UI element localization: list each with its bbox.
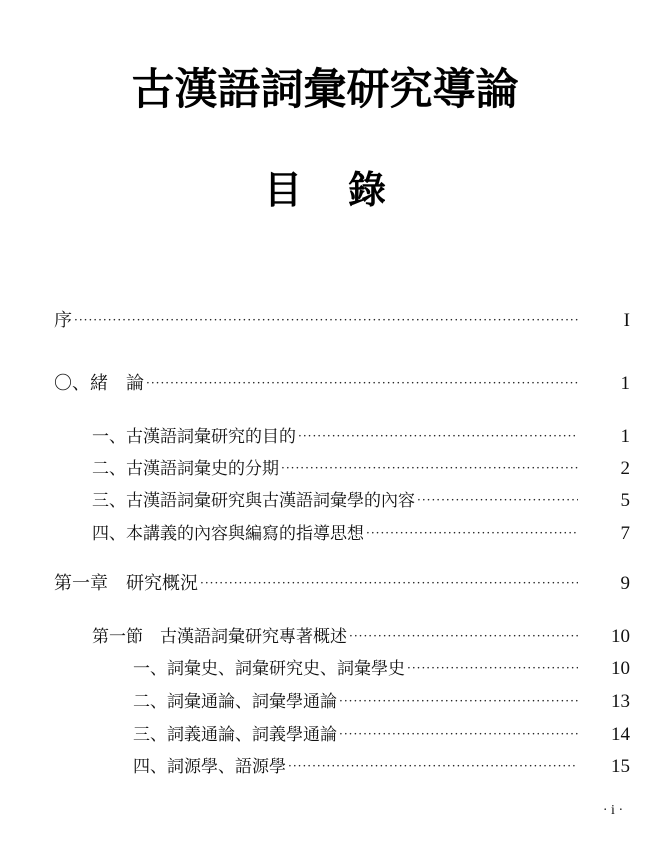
toc-entry-page-number: 1 bbox=[620, 373, 630, 394]
toc-entry-chapter-1-section-1[interactable] bbox=[92, 622, 630, 652]
toc-entry-page-number: 9 bbox=[620, 573, 630, 594]
dot-leader bbox=[200, 568, 578, 598]
toc-entry-introduction[interactable] bbox=[54, 369, 630, 399]
toc-entry-subsection-4[interactable] bbox=[133, 752, 630, 782]
toc-entry-intro-section-1[interactable] bbox=[92, 422, 630, 452]
dot-leader bbox=[298, 421, 578, 451]
toc-entry-intro-section-3[interactable] bbox=[92, 486, 630, 516]
dot-leader bbox=[288, 751, 578, 781]
toc-entry-page-number: I bbox=[623, 310, 630, 331]
toc-entry-label: 二、古漢語詞彙史的分期 bbox=[92, 459, 279, 479]
book-title: 古漢語詞彙研究導論 bbox=[131, 65, 519, 115]
toc-heading bbox=[0, 166, 650, 214]
toc-entry-page-number: 14 bbox=[611, 724, 630, 745]
toc-entry-page-number: 10 bbox=[611, 626, 630, 647]
dot-leader bbox=[366, 518, 578, 548]
dot-leader bbox=[339, 719, 578, 749]
toc-heading-char-2: 錄 bbox=[348, 167, 387, 212]
toc-entry-label: 三、詞義通論、詞義學通論 bbox=[133, 725, 337, 745]
toc-entry-chapter-1[interactable] bbox=[54, 569, 630, 599]
dot-leader bbox=[417, 485, 578, 515]
toc-entry-label: 一、詞彙史、詞彙研究史、詞彙學史 bbox=[133, 659, 405, 679]
toc-entry-label: 四、詞源學、語源學 bbox=[133, 757, 286, 777]
toc-entry-label: 序 bbox=[54, 310, 72, 331]
toc-entry-label: 一、古漢語詞彙研究的目的 bbox=[92, 427, 296, 447]
dot-leader bbox=[407, 653, 578, 683]
toc-entry-page-number: 15 bbox=[611, 756, 630, 777]
page-number-footer: · i · bbox=[602, 803, 624, 818]
toc-entry-label: 四、本講義的內容與編寫的指導思想 bbox=[92, 524, 364, 544]
toc-entry-subsection-3[interactable] bbox=[133, 720, 630, 750]
toc-entry-label: 第一章 研究概況 bbox=[54, 573, 198, 594]
toc-entry-page-number: 1 bbox=[620, 426, 630, 447]
dot-leader bbox=[349, 621, 578, 651]
toc-heading-char-1: 目 bbox=[263, 167, 302, 212]
toc-entry-intro-section-2[interactable] bbox=[92, 454, 630, 484]
toc-entry-label: 第一節 古漢語詞彙研究專著概述 bbox=[92, 627, 347, 647]
toc-entry-page-number: 5 bbox=[620, 490, 630, 511]
dot-leader bbox=[339, 686, 578, 716]
toc-entry-label: 三、古漢語詞彙研究與古漢語詞彙學的內容 bbox=[92, 491, 415, 511]
toc-entry-preface[interactable] bbox=[54, 306, 630, 336]
toc-entry-label: 二、詞彙通論、詞彙學通論 bbox=[133, 692, 337, 712]
toc-entry-page-number: 2 bbox=[620, 458, 630, 479]
dot-leader bbox=[74, 305, 578, 335]
toc-entry-subsection-2[interactable] bbox=[133, 687, 630, 717]
toc-entry-page-number: 13 bbox=[611, 691, 630, 712]
toc-entry-intro-section-4[interactable] bbox=[92, 519, 630, 549]
dot-leader bbox=[281, 453, 578, 483]
toc-entry-label: 〇、緒 論 bbox=[54, 373, 144, 394]
toc-entry-page-number: 10 bbox=[611, 658, 630, 679]
dot-leader bbox=[146, 368, 578, 398]
toc-entry-page-number: 7 bbox=[620, 523, 630, 544]
toc-entry-subsection-1[interactable] bbox=[133, 654, 630, 684]
